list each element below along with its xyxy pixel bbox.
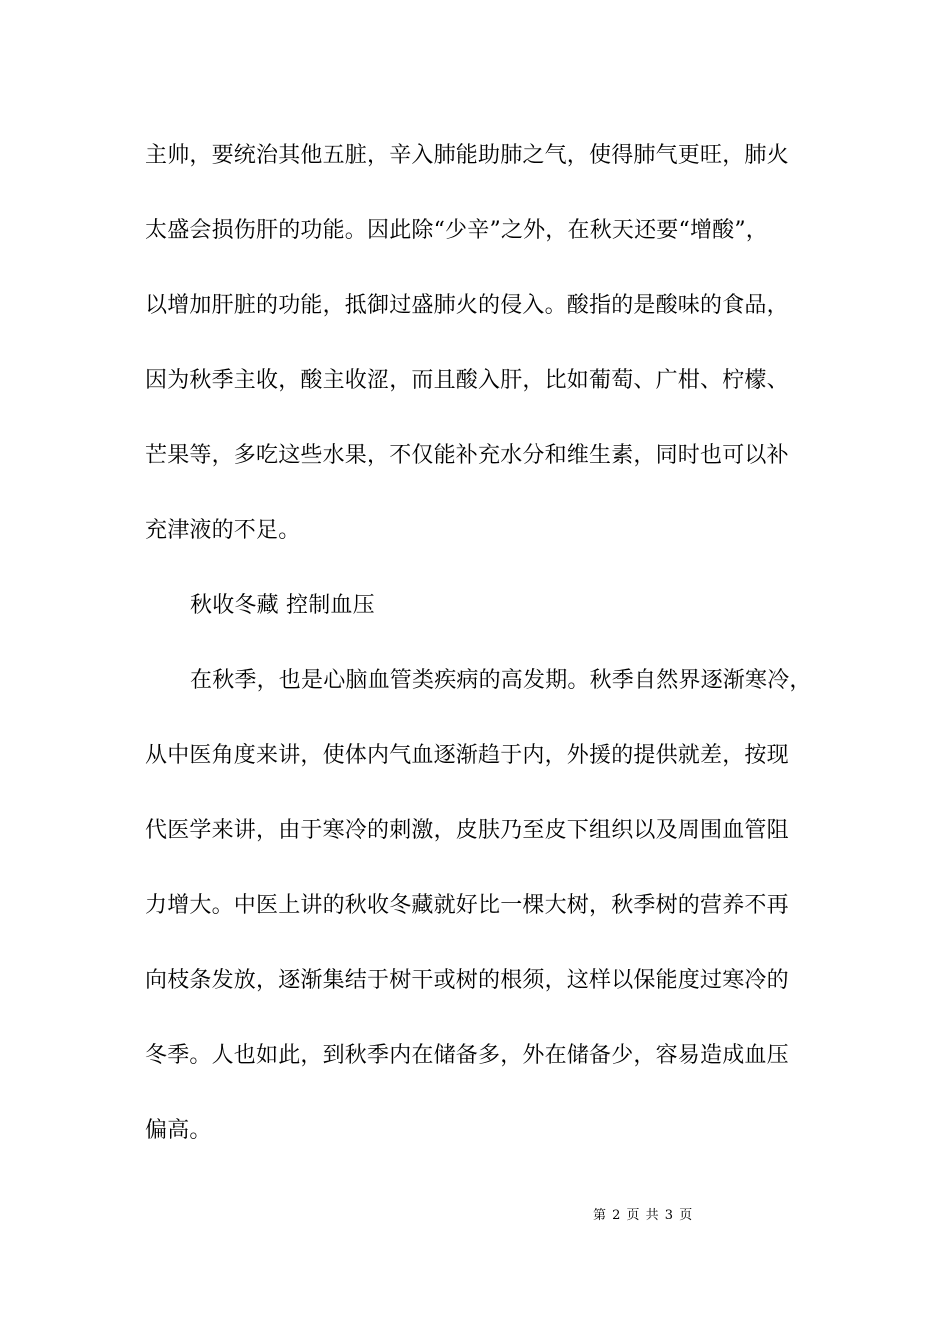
paragraph-line: 太盛会损伤肝的功能。因此除“少辛”之外，在秋天还要“增酸”， — [145, 218, 768, 243]
paragraph-line: 在秋季，也是心脑血管类疾病的高发期。秋季自然界逐渐寒冷， — [190, 668, 812, 693]
paragraph-line: 向枝条发放，逐渐集结于树干或树的根须，这样以保能度过寒冷的 — [145, 968, 789, 993]
paragraph-line: 代医学来讲，由于寒冷的刺激，皮肤乃至皮下组织以及周围血管阻 — [145, 818, 789, 843]
paragraph-line: 偏高。 — [145, 1118, 212, 1143]
section-heading: 秋收冬藏 控制血压 — [190, 593, 375, 618]
paragraph-line: 因为秋季主收，酸主收涩，而且酸入肝，比如葡萄、广柑、柠檬、 — [145, 368, 789, 393]
paragraph-line: 主帅，要统治其他五脏，辛入肺能助肺之气，使得肺气更旺，肺火 — [145, 143, 789, 168]
page-footer: 第 2 页 共 3 页 — [593, 1208, 694, 1223]
paragraph-line: 力增大。中医上讲的秋收冬藏就好比一棵大树，秋季树的营养不再 — [145, 893, 789, 918]
paragraph-line: 从中医角度来讲，使体内气血逐渐趋于内，外援的提供就差，按现 — [145, 743, 789, 768]
paragraph-line: 芒果等，多吃这些水果，不仅能补充水分和维生素，同时也可以补 — [145, 443, 789, 468]
paragraph-line: 冬季。人也如此，到秋季内在储备多，外在储备少，容易造成血压 — [145, 1043, 789, 1068]
paragraph-line: 充津液的不足。 — [145, 518, 301, 543]
paragraph-line: 以增加肝脏的功能，抵御过盛肺火的侵入。酸指的是酸味的食品， — [145, 293, 789, 318]
